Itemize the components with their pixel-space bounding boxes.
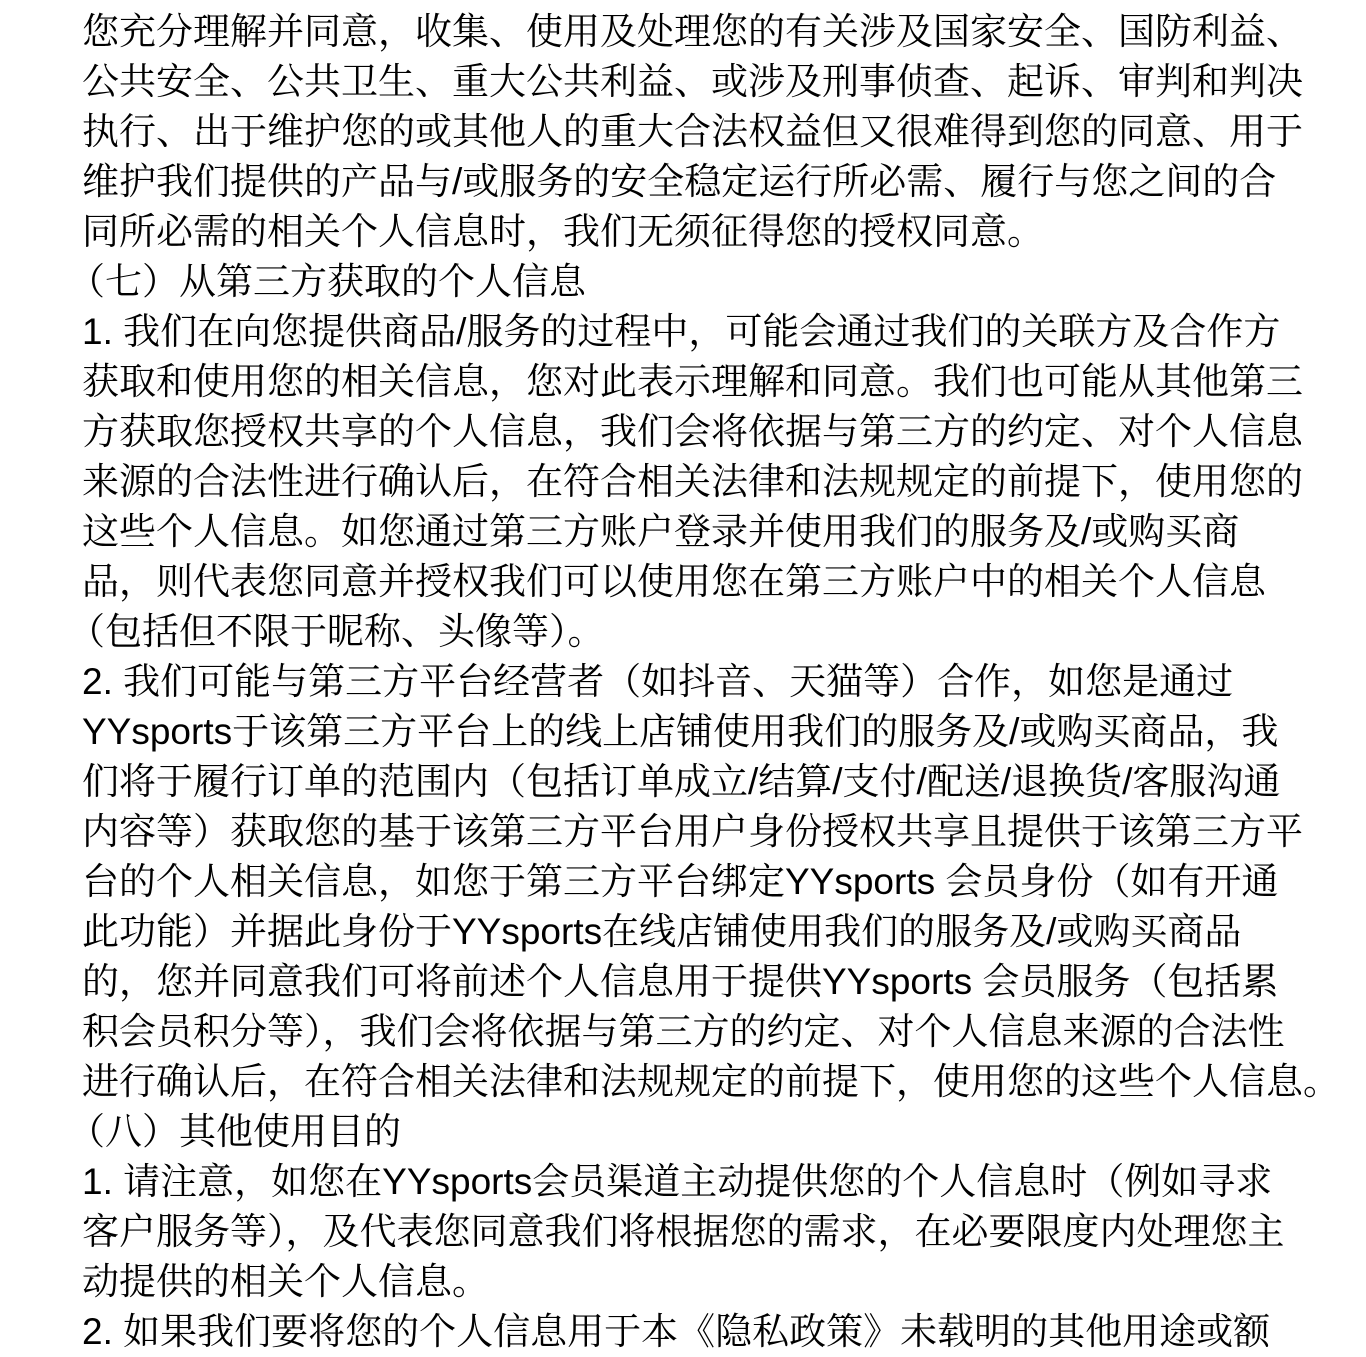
text-line: 积会员积分等），我们会将依据与第三方的约定、对个人信息来源的合法性 <box>82 1011 1285 1052</box>
text-line: 2. 如果我们要将您的个人信息用于本《隐私政策》未载明的其他用途或额 <box>82 1311 1271 1352</box>
text-line: 1. 请注意，如您在YYsports会员渠道主动提供您的个人信息时（例如寻求 <box>82 1161 1273 1202</box>
text-line: 执行、出于维护您的或其他人的重大合法权益但又很难得到您的同意、用于 <box>82 111 1303 152</box>
text-line: 2. 我们可能与第三方平台经营者（如抖音、天猫等）合作，如您是通过 <box>82 661 1234 702</box>
text-line: 公共安全、公共卫生、重大公共利益、或涉及刑事侦查、起诉、审判和判决 <box>82 61 1303 102</box>
text-line: 品，则代表您同意并授权我们可以使用您在第三方账户中的相关个人信息 <box>82 561 1266 602</box>
text-line: 内容等）获取您的基于该第三方平台用户身份授权共享且提供于该第三方平 <box>82 811 1303 852</box>
text-line: （八）其他使用目的 <box>68 1111 401 1152</box>
text-line: 的，您并同意我们可将前述个人信息用于提供YYsports 会员服务（包括累 <box>82 961 1279 1002</box>
text-line: 来源的合法性进行确认后，在符合相关法律和法规规定的前提下，使用您的 <box>82 461 1303 502</box>
text-line: 方获取您授权共享的个人信息，我们会将依据与第三方的约定、对个人信息 <box>82 411 1303 452</box>
text-line: 这些个人信息。如您通过第三方账户登录并使用我们的服务及/或购买商 <box>82 511 1240 552</box>
text-line: （包括但不限于昵称、头像等）。 <box>68 611 605 652</box>
text-line: 们将于履行订单的范围内（包括订单成立/结算/支付/配送/退换货/客服沟通 <box>82 761 1281 802</box>
text-line: 动提供的相关个人信息。 <box>82 1261 489 1302</box>
text-line: YYsports于该第三方平台上的线上店铺使用我们的服务及/或购买商品，我 <box>82 711 1279 752</box>
text-line: 此功能）并据此身份于YYsports在线店铺使用我们的服务及/或购买商品 <box>82 911 1242 952</box>
text-line: 台的个人相关信息，如您于第三方平台绑定YYsports 会员身份（如有开通 <box>82 861 1279 902</box>
text-line: 进行确认后，在符合相关法律和法规规定的前提下，使用您的这些个人信息。 <box>82 1061 1340 1102</box>
text-line: 1. 我们在向您提供商品/服务的过程中，可能会通过我们的关联方及合作方 <box>82 311 1281 352</box>
text-line: 维护我们提供的产品与/或服务的安全稳定运行所必需、履行与您之间的合 <box>82 161 1277 202</box>
text-line: （七）从第三方获取的个人信息 <box>68 261 586 302</box>
text-line: 您充分理解并同意，收集、使用及处理您的有关涉及国家安全、国防利益、 <box>82 11 1303 52</box>
text-line: 获取和使用您的相关信息，您对此表示理解和同意。我们也可能从其他第三 <box>82 361 1303 402</box>
text-line: 同所必需的相关个人信息时，我们无须征得您的授权同意。 <box>82 211 1044 252</box>
text-line: 客户服务等），及代表您同意我们将根据您的需求，在必要限度内处理您主 <box>82 1211 1285 1252</box>
